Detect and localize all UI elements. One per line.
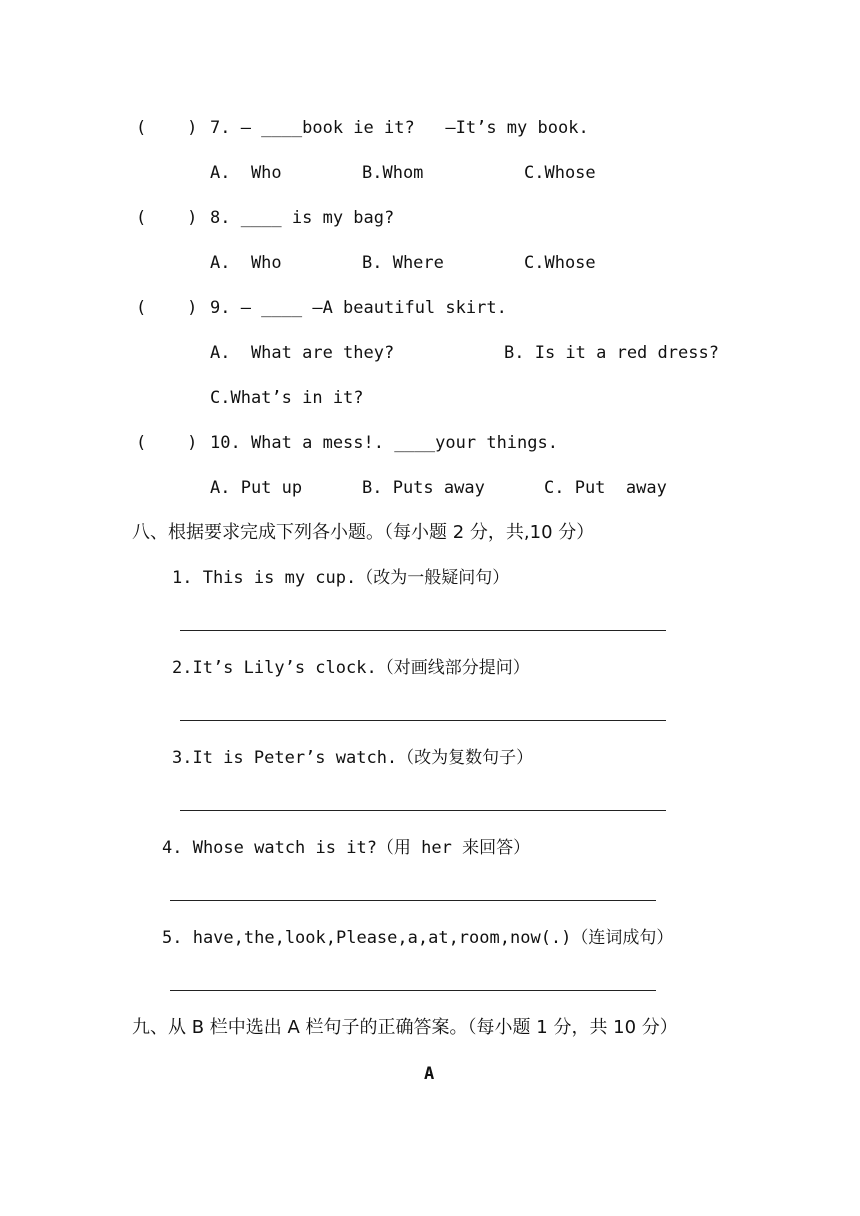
section-8-item-2: 2.It’s Lily’s clock.（对画线部分提问） — [172, 658, 530, 678]
section-8-item-3: 3.It is Peter’s watch.（改为复数句子） — [172, 748, 534, 768]
question-7-stem: 7. — ____book ie it? —It’s my book. — [210, 118, 589, 138]
question-9-option-b: B. Is it a red dress? — [504, 343, 719, 363]
section-8-item-1: 1. This is my cup.（改为一般疑问句） — [172, 568, 510, 588]
question-7-option-a: A. Who — [210, 163, 282, 183]
answer-line-3[interactable] — [180, 810, 666, 811]
section-8-item-4: 4. Whose watch is it?（用 her 来回答） — [162, 838, 531, 858]
answer-bracket[interactable]: ( ) — [136, 298, 198, 318]
answer-line-5[interactable] — [170, 990, 656, 991]
question-10-stem: 10. What a mess!. ____your things. — [210, 433, 558, 453]
column-a-label: A — [424, 1064, 435, 1084]
question-7-option-b: B.Whom — [362, 163, 424, 183]
question-9-option-c: C.What’s in it? — [210, 388, 364, 408]
question-10-option-a: A. Put up — [210, 478, 303, 498]
answer-bracket[interactable]: ( ) — [136, 118, 198, 138]
question-8-option-b: B. Where — [362, 253, 444, 273]
question-7-option-c: C.Whose — [524, 163, 596, 183]
answer-bracket[interactable]: ( ) — [136, 433, 198, 453]
question-8-option-a: A. Who — [210, 253, 282, 273]
answer-bracket[interactable]: ( ) — [136, 208, 198, 228]
question-8-stem: 8. ____ is my bag? — [210, 208, 395, 228]
answer-line-2[interactable] — [180, 720, 666, 721]
answer-line-1[interactable] — [180, 630, 666, 631]
section-8-item-5: 5. have,the,look,Please,a,at,room,now(.)（连词成句） — [162, 928, 674, 948]
question-10-option-c: C. Put away — [544, 478, 667, 498]
section-9-title: 九、从 B 栏中选出 A 栏句子的正确答案。（每小题 1 分，共 10 分） — [132, 1017, 678, 1038]
question-8-option-c: C.Whose — [524, 253, 596, 273]
section-8-title: 八、根据要求完成下列各小题。（每小题 2 分，共,10 分） — [132, 522, 595, 543]
question-9-stem: 9. — ____ —A beautiful skirt. — [210, 298, 507, 318]
question-10-option-b: B. Puts away — [362, 478, 485, 498]
question-9-option-a: A. What are they? — [210, 343, 395, 363]
answer-line-4[interactable] — [170, 900, 656, 901]
